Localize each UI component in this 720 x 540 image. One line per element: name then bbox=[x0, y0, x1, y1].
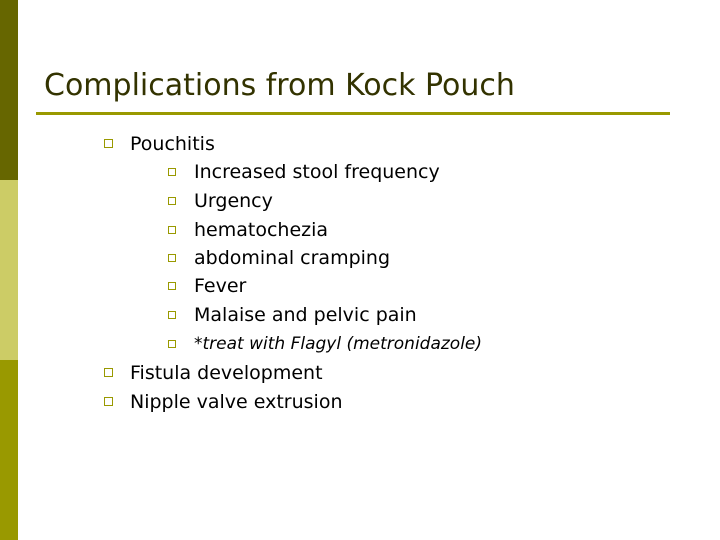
sub-bullet-text: Urgency bbox=[194, 190, 273, 212]
square-bullet-icon bbox=[104, 139, 113, 148]
bullet-text: Fistula development bbox=[130, 362, 323, 384]
title-underline bbox=[36, 112, 670, 115]
bullet-text: Nipple valve extrusion bbox=[130, 391, 343, 413]
sidebar-top-segment bbox=[0, 0, 18, 180]
square-bullet-icon bbox=[168, 282, 176, 290]
sub-bullet-text: abdominal cramping bbox=[194, 247, 391, 269]
sidebar-middle-segment bbox=[0, 180, 18, 360]
square-bullet-icon bbox=[168, 226, 176, 234]
square-bullet-icon bbox=[168, 254, 176, 262]
square-bullet-icon bbox=[168, 340, 176, 348]
square-bullet-icon bbox=[104, 397, 113, 406]
square-bullet-icon bbox=[168, 197, 176, 205]
square-bullet-icon bbox=[168, 168, 176, 176]
sub-bullet-text: Increased stool frequency bbox=[194, 161, 440, 183]
sub-bullet-text: Malaise and pelvic pain bbox=[194, 304, 417, 326]
square-bullet-icon bbox=[104, 368, 113, 377]
square-bullet-icon bbox=[168, 311, 176, 319]
sub-bullet-text: Fever bbox=[194, 275, 247, 297]
slide-title: Complications from Kock Pouch bbox=[44, 68, 515, 103]
sub-bullet-text: hematochezia bbox=[194, 219, 329, 241]
bullet-text: Pouchitis bbox=[130, 133, 215, 155]
sub-bullet-text: *treat with Flagyl (metronidazole) bbox=[194, 334, 483, 354]
sidebar-bottom-segment bbox=[0, 360, 18, 540]
